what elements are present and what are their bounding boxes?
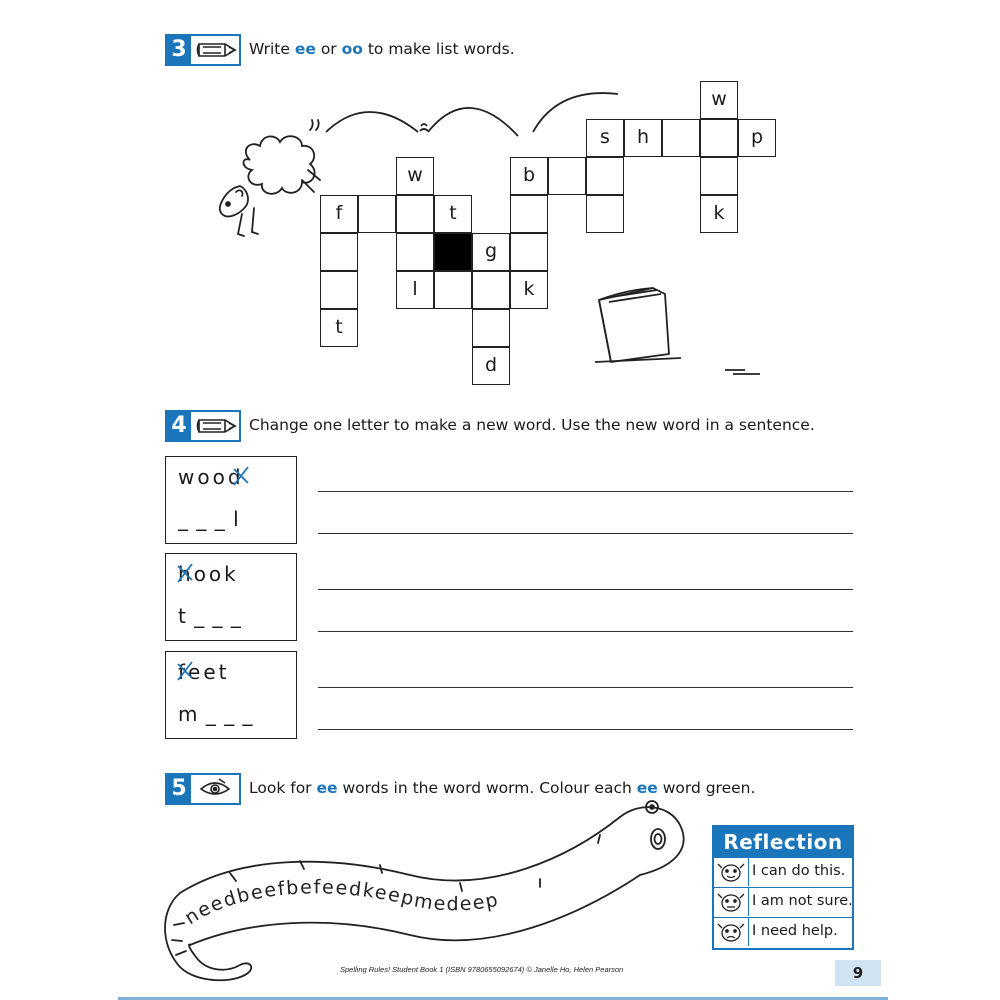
oo-highlight: oo (341, 40, 363, 58)
crossword-cell: k (700, 195, 738, 233)
crossword-cell[interactable] (396, 195, 434, 233)
reflection-divider (748, 888, 749, 916)
crossword-cell[interactable] (510, 195, 548, 233)
instruction-text: words in the word worm. Colour each (337, 779, 637, 797)
crossword-cell[interactable] (472, 309, 510, 347)
crossword-cell[interactable] (396, 233, 434, 271)
reflection-item: I can do this. (752, 863, 846, 879)
cross-mark-icon (232, 465, 250, 487)
crossed-letter: f (178, 660, 189, 684)
instruction-text: to make list words. (362, 40, 515, 58)
section-3-badge (165, 34, 241, 66)
crossword-cell[interactable] (320, 271, 358, 309)
crossed-letter: d (227, 465, 244, 489)
reflection-row[interactable] (714, 857, 852, 887)
instruction-text: word green. (657, 779, 756, 797)
jump-arcs (318, 82, 628, 152)
sad-face-icon (716, 920, 746, 944)
crossword-cell[interactable] (320, 233, 358, 271)
crossword-cell[interactable] (662, 119, 700, 157)
new-word-blanks: t _ _ _ (178, 604, 242, 628)
crossword-cell: k (510, 271, 548, 309)
word-box (165, 651, 297, 739)
word-letters: ook (193, 562, 239, 586)
instruction-text: or (315, 40, 342, 58)
section-3-number: 3 (167, 36, 191, 64)
worm-letters-path: needbeefbefeedkeepmedeep (180, 876, 502, 930)
crossword-cell: f (320, 195, 358, 233)
section-3-instruction (249, 40, 515, 58)
crossword-cell: g (472, 233, 510, 271)
footer-credit: Spelling Rules! Student Book 1 (ISBN 9780655092674) © Janelle Ho, Helen Pearson (340, 965, 624, 974)
word-letters: eet (188, 660, 230, 684)
sheep-illustration (210, 90, 330, 250)
ee-highlight: ee (316, 779, 338, 797)
crossword-cell[interactable] (472, 271, 510, 309)
crossword-cell: h (624, 119, 662, 157)
ee-highlight: ee (294, 40, 316, 58)
word-letters: woo (178, 465, 228, 489)
word-box (165, 456, 297, 544)
crossword-cell[interactable] (586, 157, 624, 195)
crossed-letter: h (178, 562, 194, 586)
writing-line[interactable] (318, 687, 853, 688)
writing-line[interactable] (318, 533, 853, 534)
section-4-number: 4 (167, 412, 191, 440)
word-worm[interactable] (150, 795, 710, 990)
crossword-cell: s (586, 119, 624, 157)
reflection-box (712, 825, 854, 950)
writing-line[interactable] (318, 729, 853, 730)
crossword-black-cell (434, 233, 472, 271)
crossword-cell[interactable] (548, 157, 586, 195)
unsure-face-icon (716, 890, 746, 914)
instruction-text: Look for (249, 779, 317, 797)
pencil-icon (195, 414, 237, 442)
section-4-instruction: Change one letter to make a new word. Use the new word in a sentence. (249, 416, 815, 434)
worm-letters (181, 876, 501, 929)
crossword-cell: p (738, 119, 776, 157)
book-illustration (585, 280, 770, 380)
reflection-row[interactable] (714, 887, 852, 917)
section-5-number: 5 (167, 775, 191, 803)
crossword-cell: w (700, 81, 738, 119)
reflection-title: Reflection (714, 827, 852, 857)
crossword-cell: d (472, 347, 510, 385)
reflection-divider (748, 918, 749, 946)
crossword-cell: l (396, 271, 434, 309)
writing-line[interactable] (318, 631, 853, 632)
reflection-divider (748, 858, 749, 886)
crossword-cell: w (396, 157, 434, 195)
crossword-cell[interactable] (358, 195, 396, 233)
writing-line[interactable] (318, 589, 853, 590)
crossword-cell: t (434, 195, 472, 233)
crossword-cell: t (320, 309, 358, 347)
reflection-row[interactable] (714, 917, 852, 948)
word-box (165, 553, 297, 641)
instruction-text: Write (249, 40, 295, 58)
new-word-blanks: m _ _ _ (178, 702, 254, 726)
reflection-item: I need help. (752, 923, 838, 939)
crossword-cell: b (510, 157, 548, 195)
page-number: 9 (835, 960, 881, 986)
ee-highlight: ee (636, 779, 658, 797)
cross-mark-icon (176, 660, 194, 682)
crossword-cell[interactable] (586, 195, 624, 233)
happy-face-icon (716, 860, 746, 884)
writing-line[interactable] (318, 491, 853, 492)
section-4-badge (165, 410, 241, 442)
new-word-blanks: _ _ _ l (178, 507, 240, 531)
crossword-cell[interactable] (700, 119, 738, 157)
crossword-cell[interactable] (700, 157, 738, 195)
reflection-item: I am not sure. (752, 893, 853, 909)
cross-mark-icon (176, 562, 194, 584)
crossword-cell[interactable] (434, 271, 472, 309)
pencil-icon (195, 38, 237, 66)
crossword-cell[interactable] (510, 233, 548, 271)
